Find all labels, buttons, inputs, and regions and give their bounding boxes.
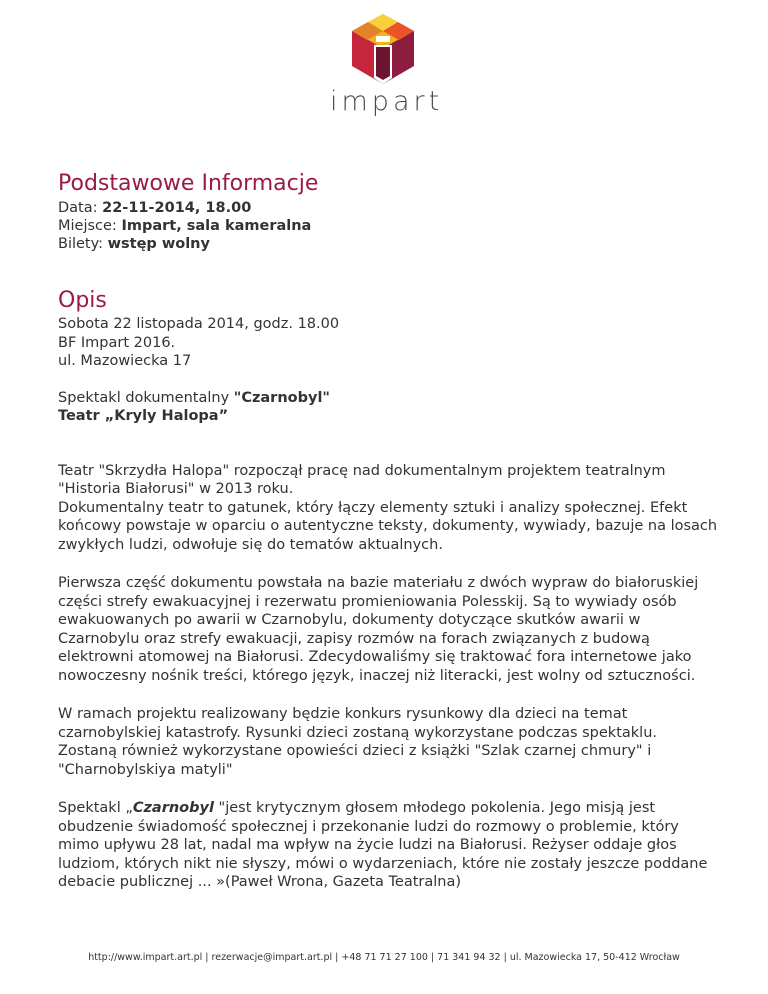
tickets-label: Bilety: bbox=[58, 236, 104, 252]
main-content bbox=[58, 170, 718, 892]
opis-line-festival: BF Impart 2016. bbox=[58, 334, 176, 351]
place-label: Miejsce: bbox=[58, 218, 117, 234]
paragraph-4-title: Czarnobyl bbox=[132, 800, 214, 816]
date-line bbox=[58, 199, 718, 217]
date-label: Data: bbox=[58, 200, 98, 216]
tickets-line bbox=[58, 235, 718, 253]
theatre-name: Teatr „Kryly Halopa” bbox=[58, 408, 229, 424]
impart-logo-mark-icon bbox=[352, 14, 414, 84]
section-heading-info: Podstawowe Informacje bbox=[58, 171, 319, 196]
opis-line-address: ul. Mazowiecka 17 bbox=[58, 353, 192, 369]
date-value: 22-11-2014, 18.00 bbox=[102, 200, 252, 216]
spektakl-title: "Czarnobyl" bbox=[233, 389, 330, 406]
paragraph-4-prefix: Spektakl „ bbox=[58, 800, 133, 816]
info-block bbox=[58, 199, 718, 253]
impart-logo bbox=[330, 14, 444, 117]
paragraph-1: Teatr "Skrzydła Halopa" rozpoczął pracę nad dokumentalnym projektem teatralnym "Historia Białorusi" w 2013 roku. bbox=[58, 462, 666, 497]
paragraph-2: Pierwsza część dokumentu powstała na bazie materiału z dwóch wypraw do białoruskiej części strefy ewakuacyjnej i rezerwatu promieniowania Polesskij. Są to wywiady osób ewakuowanych po awarii w Czarnobylu, dokumenty dotyczące skutków awarii w Czarnobylu oraz strefy ewakuacji, zapisy rozmów na forach związanych z budową elektrowni atomowej na Białorusi. Zdecydowaliśmy się traktować fora internetowe jako nowoczesny nośnik treści, którego język, inaczej niż literacki, jest wolny od sztuczności. bbox=[58, 575, 699, 684]
opis-line-date: Sobota 22 listopada 2014, godz. 18.00 bbox=[58, 316, 340, 332]
tickets-value: wstęp wolny bbox=[107, 236, 210, 252]
place-value: Impart, sala kameralna bbox=[121, 218, 312, 234]
section-heading-opis: Opis bbox=[58, 288, 107, 313]
paragraph-4 bbox=[58, 799, 718, 892]
paragraph-3: W ramach projektu realizowany będzie konkurs rysunkowy dla dzieci na temat czarnobylskiej katastrofy. Rysunki dzieci zostaną wykorzystane podczas spektaklu. Zostaną również wykorzystane opowieści dzieci z książki "Szlak czarnej chmury" i "Charnobylskiya matyli" bbox=[58, 706, 657, 778]
theatre-line bbox=[58, 407, 718, 426]
paragraph-4-rest: "jest krytycznym głosem młodego pokolenia. Jego misją jest obudzenie świadomość społecznej i przekonanie ludzi do rozmowy o problemie, który mimo upływu 28 lat, nadal ma wpływ na życie ludzi na Białorusi. Reżyser oddaje głos ludziom, których nikt nie słyszy, mówi o wydarzeniach, które nie zostały jeszcze poddane debacie publicznej ... »(Paweł Wrona, Gazeta Teatralna) bbox=[58, 800, 708, 890]
spektakl-line bbox=[58, 389, 718, 408]
place-line bbox=[58, 217, 718, 235]
impart-logo-text: impart bbox=[330, 86, 444, 117]
spektakl-prefix: Spektakl dokumentalny bbox=[58, 389, 234, 406]
footer-contact: http://www.impart.art.pl | rezerwacje@impart.art.pl | +48 71 71 27 100 | 71 341 94 32 | ul. Mazowiecka 17, 50-412 Wrocław bbox=[88, 952, 680, 963]
paragraph-1b: Dokumentalny teatr to gatunek, który łączy elementy sztuki i analizy społecznej. Efekt końcowy powstaje w oparciu o autentyczne teksty, dokumenty, wywiady, bazuje na losach zwykłych ludzi, odwołuje się do tematów aktualnych. bbox=[58, 499, 718, 553]
